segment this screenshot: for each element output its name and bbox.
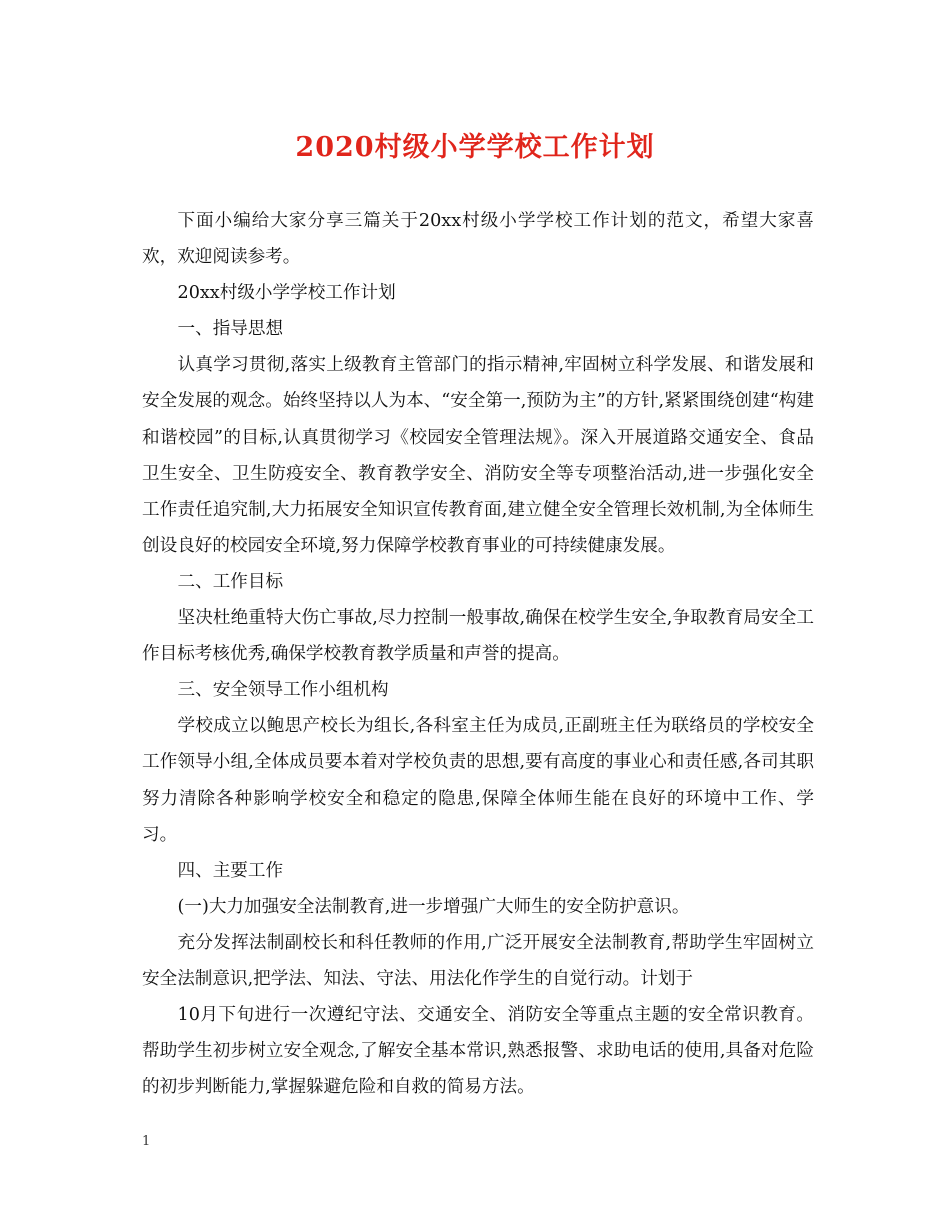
paragraph-leadership-group: 学校成立以鲍思产校长为组长,各科室主任为成员,正副班主任为联络员的学校安全工作领导小组,全体成员要本着对学校负责的思想,要有高度的事业心和责任感,各司其职努力清除各种影响学校安全和稳定的隐患,保障全体师生能在良好的环境中工作、学习。 <box>142 716 814 845</box>
paragraph-main-work-item-1: (一)大力加强安全法制教育,进一步增强广大师生的安全防护意识。 <box>177 896 690 917</box>
paragraph-legal-education: 充分发挥法制副校长和科任教师的作用,广泛开展安全法制教育,帮助学生牢固树立安全法制意识,把学法、知法、守法、用法化作学生的自觉行动。计划于 <box>142 932 814 989</box>
section-heading-work-goals: 二、工作目标 <box>177 571 284 592</box>
paragraph-subtitle: 20xx村级小学学校工作计划 <box>177 283 396 304</box>
paragraph-october-plan: 10月下旬进行一次遵纪守法、交通安全、消防安全等重点主题的安全常识教育。帮助学生初步树立安全观念,了解安全基本常识,熟悉报警、求助电话的使用,具备对危险的初步判断能力,掌握躲避危险和自救的简易方法。 <box>142 1005 814 1098</box>
page-number: 1 <box>142 1134 151 1149</box>
paragraph-work-goals: 坚决杜绝重特大伤亡事故,尽力控制一般事故,确保在校学生安全,争取教育局安全工作目标考核优秀,确保学校教育教学质量和声誉的提高。 <box>142 608 814 665</box>
document-body <box>142 203 814 1105</box>
document-title: 2020村级小学学校工作计划 <box>295 132 655 163</box>
section-heading-leadership-group: 三、安全领导工作小组机构 <box>177 680 389 701</box>
section-heading-guiding-ideology: 一、指导思想 <box>177 319 284 340</box>
paragraph-guiding-ideology: 认真学习贯彻,落实上级教育主管部门的指示精神,牢固树立科学发展、和谐发展和安全发展的观念。始终坚持以人为本、“安全第一,预防为主”的方针,紧紧围绕创建“构建和谐校园”的目标,认真贯彻学习《校园安全管理法规》。深入开展道路交通安全、食品卫生安全、卫生防疫安全、教育教学安全、消防安全等专项整治活动,进一步强化安全工作责任追究制,大力拓展安全知识宣传教育面,建立健全安全管理长效机制,为全体师生创设良好的校园安全环境,努力保障学校教育事业的可持续健康发展。 <box>142 355 814 556</box>
section-heading-main-work: 四、主要工作 <box>177 860 284 881</box>
paragraph-intro: 下面小编给大家分享三篇关于20xx村级小学学校工作计划的范文，希望大家喜欢，欢迎阅读参考。 <box>142 211 814 268</box>
